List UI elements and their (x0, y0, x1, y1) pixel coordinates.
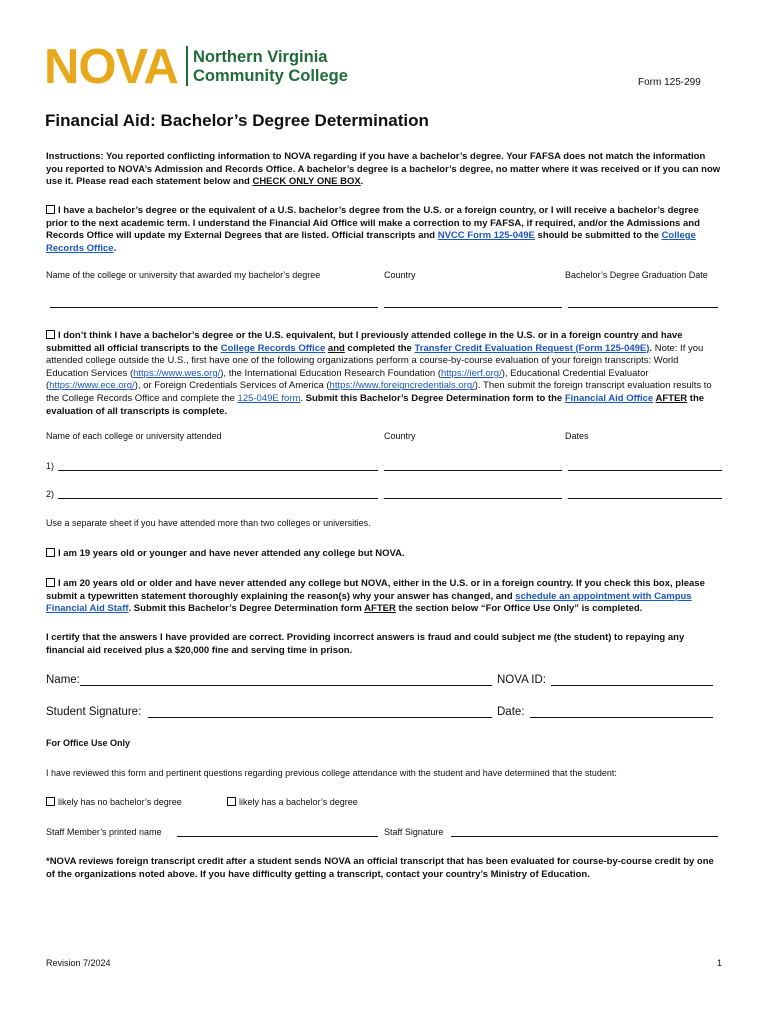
nova-id-field[interactable] (551, 685, 713, 686)
label-dates: Dates (565, 431, 589, 441)
checkbox-no-degree[interactable] (46, 797, 55, 806)
option-have-degree: I have a bachelor’s degree or the equivalent of a U.S. bachelor’s degree from the U.S. or a foreign country, or I will receive a bachelor’s degree prior to the next academic term. I understand the Financial Aid Office will make a correction to my FAFSA, if required, and/or the Admissions and Records Office will update my External Degrees that are listed. Official transcripts and NVCC Form 125-049E should be submitted to the College Records Office. (46, 205, 700, 254)
option-attended-college: I don’t think I have a bachelor’s degree or the U.S. equivalent, but I previously attended college in the U.S. or in a foreign country and have submitted all official transcripts to the College Records Office and completed the Transfer Credit Evaluation Request (Form 125-049E). Note: If you attended college outside the U.S., first have one of the following organizations perform a course-by-course evaluation of your foreign transcripts: World Education Services (https://www.wes.org/), the International Education Research Foundation (https://ierf.org/), Educational Credential Evaluator (https://www.ece.org/), or Foreign Credentials Services of America (https://www.foreigncredentials.org/). Then submit the foreign transcript evaluation results to the College Records Office and complete the 125-049E form. Submit this Bachelor’s Degree Determination form to the Financial Aid Office AFTER the evaluation of all transcripts is complete. (46, 330, 712, 417)
label-college-awarded: Name of the college or university that awarded my bachelor’s degree (46, 270, 321, 280)
ece-link[interactable]: https://www.ece.org/ (49, 380, 135, 392)
footnote: *NOVA reviews foreign transcript credit after a student sends NOVA an official transcript that has been evaluated for course-by-course credit by one of the organizations noted above. If you have difficulty getting a transcript, contact your country’s Ministry of Education. (46, 856, 714, 880)
college-1-field[interactable] (58, 470, 378, 471)
instructions: Instructions: You reported conflicting information to NOVA regarding if you have a bachelor’s degree. Your FAFSA does not match the information you reported to NOVA’s Admission and Records Office. A bachelor’s degree is a bachelor’s degree, no matter where it was received or if you can now use it. Please read each statement below and CHECK ONLY ONE BOX. (46, 151, 721, 188)
college-2-field[interactable] (58, 498, 378, 499)
revision-date: Revision 7/2024 (46, 958, 111, 968)
form-number: Form 125-299 (638, 77, 701, 88)
option-has-degree: likely has a bachelor’s degree (227, 797, 358, 807)
student-signature-field[interactable] (148, 717, 492, 718)
date-field[interactable] (530, 717, 713, 718)
label-country-2: Country (384, 431, 416, 441)
checkbox-have-degree[interactable] (46, 205, 55, 214)
staff-signature-field[interactable] (451, 836, 718, 837)
option-19-or-younger: I am 19 years old or younger and have never attended any college but NOVA. (46, 548, 722, 561)
staff-signature-label: Staff Signature (384, 827, 444, 837)
label-country: Country (384, 270, 416, 280)
option-no-degree: likely has no bachelor’s degree (46, 797, 182, 807)
graduation-date-field[interactable] (568, 307, 718, 308)
checkbox-19-or-younger[interactable] (46, 548, 55, 557)
fcsa-link[interactable]: https://www.foreigncredentials.org/ (329, 380, 475, 392)
page-number: 1 (717, 958, 723, 968)
name-field[interactable] (80, 685, 492, 686)
checkbox-20-or-older[interactable] (46, 578, 55, 587)
country-field[interactable] (384, 307, 562, 308)
college-name-line1: Northern Virginia (193, 48, 328, 66)
name-label: Name: (46, 674, 80, 686)
ierf-link[interactable]: https://ierf.org/ (441, 367, 502, 379)
dates-1-field[interactable] (568, 470, 722, 471)
schedule-appointment-link[interactable]: schedule an appointment with Campus Financial Aid Staff (46, 590, 692, 615)
staff-name-label: Staff Member’s printed name (46, 827, 162, 837)
college-name-line2: Community College (193, 67, 348, 85)
student-signature-label: Student Signature: (46, 706, 142, 718)
checkbox-attended-college[interactable] (46, 330, 55, 339)
country-2-field[interactable] (384, 498, 562, 499)
separate-sheet-note: Use a separate sheet if you have attended more than two colleges or universities. (46, 518, 371, 528)
nova-logo: NOVA (44, 40, 178, 94)
college-name-field[interactable] (50, 307, 378, 308)
row-number-2: 2) (46, 489, 55, 499)
wes-link[interactable]: https://www.wes.org/ (133, 367, 221, 379)
form-125-049e-link[interactable]: 125-049E form (237, 392, 301, 404)
logo-divider (186, 46, 188, 86)
certification-statement: I certify that the answers I have provided are correct. Providing incorrect answers is fraud and could subject me (the student) to repaying any financial aid received plus a $20,000 fine and serving time in prison. (46, 632, 685, 656)
checkbox-has-degree[interactable] (227, 797, 236, 806)
nvcc-form-link[interactable]: NVCC Form 125-049E (437, 230, 535, 242)
label-colleges-attended: Name of each college or university attended (46, 431, 222, 441)
financial-aid-office-link[interactable]: Financial Aid Office (564, 392, 654, 404)
transfer-credit-link[interactable]: Transfer Credit Evaluation Request (Form 125-049E) (414, 342, 650, 354)
college-records-link-2[interactable]: College Records Office (220, 342, 326, 354)
nova-id-label: NOVA ID: (497, 674, 546, 686)
row-number-1: 1) (46, 461, 55, 471)
dates-2-field[interactable] (568, 498, 722, 499)
college-records-link[interactable]: College Records Office (46, 230, 696, 254)
page-title: Financial Aid: Bachelor’s Degree Determination (45, 111, 429, 130)
office-reviewed-text: I have reviewed this form and pertinent questions regarding previous college attendance with the student and have determined that the student: (46, 768, 617, 778)
country-1-field[interactable] (384, 470, 562, 471)
staff-name-field[interactable] (177, 836, 378, 837)
option-20-or-older: I am 20 years old or older and have never attended any college but NOVA, either in the U.S. or in a foreign country. If you check this box, please submit a typewritten statement thoroughly explaining the reason(s) why your answer has changed, and schedule an appointment with Campus Financial Aid Staff. Submit this Bachelor’s Degree Determination form AFTER the section below “For Office Use Only” is completed. (46, 578, 705, 615)
office-use-heading: For Office Use Only (46, 738, 131, 748)
date-label: Date: (497, 706, 525, 718)
label-graduation-date: Bachelor’s Degree Graduation Date (565, 270, 708, 280)
